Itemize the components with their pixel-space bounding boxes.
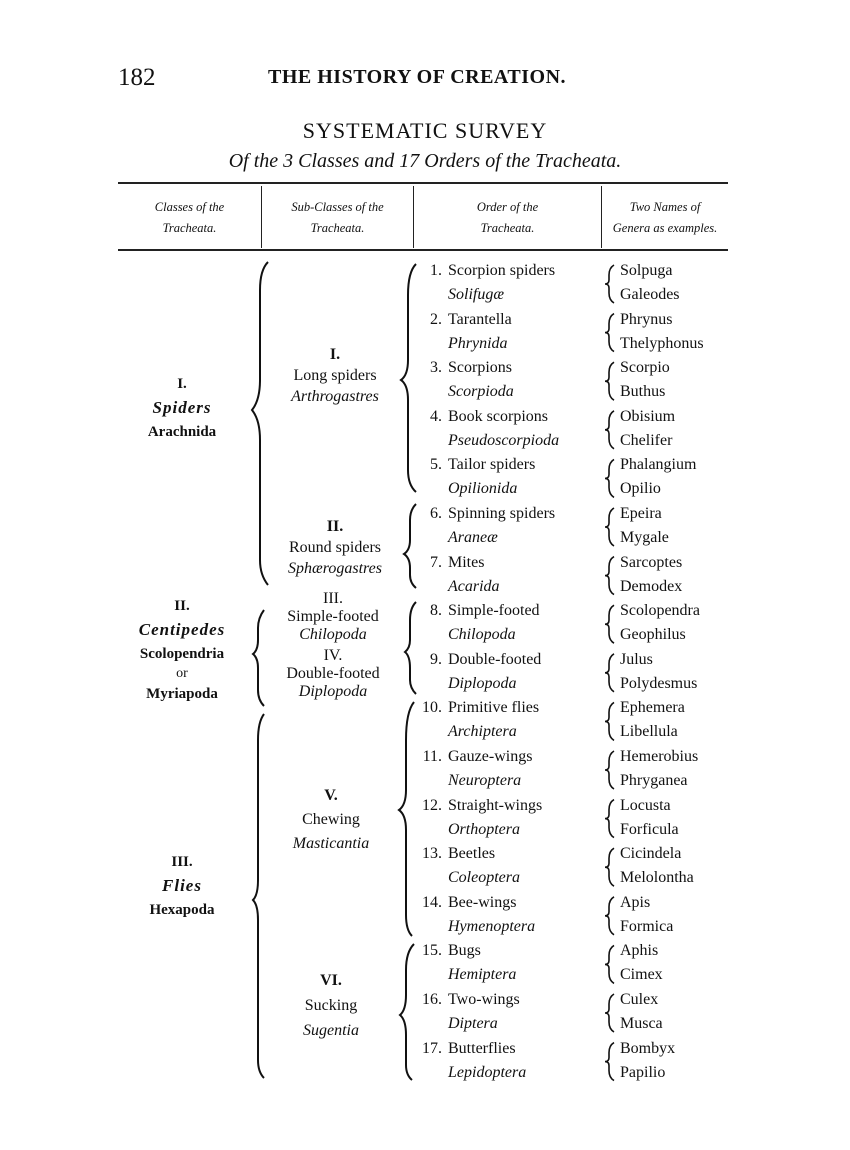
order-latin-name: Chilopoda xyxy=(448,626,516,644)
order-number: 5. xyxy=(430,456,442,474)
order-english-name: Tarantella xyxy=(448,310,512,328)
order-latin-name: Lepidoptera xyxy=(448,1063,527,1081)
order-number: 7. xyxy=(430,553,442,571)
genus-name: Sarcoptes xyxy=(620,553,683,571)
subclass-chewing: V. Chewing Masticantia xyxy=(292,787,370,852)
genus-name: Obisium xyxy=(620,407,676,425)
order-latin-name: Diptera xyxy=(448,1015,498,1032)
order-english-name: Two-wings xyxy=(448,991,520,1008)
genus-name: Bombyx xyxy=(620,1039,676,1057)
order-english-name: Bee-wings xyxy=(448,893,517,911)
order-latin-name: Hemiptera xyxy=(448,966,517,984)
genus-name: Cicindela xyxy=(620,845,682,863)
running-head: THE HISTORY OF CREATION. xyxy=(268,66,567,88)
order-latin-name: Diplopoda xyxy=(448,674,517,692)
genus-name: Culex xyxy=(620,991,659,1008)
genus-name: Ephemera xyxy=(620,699,685,717)
genera-brace xyxy=(605,411,614,449)
order-number: 11. xyxy=(422,748,442,765)
genus-name: Demodex xyxy=(620,577,683,595)
order-latin-name: Coleoptera xyxy=(448,869,520,887)
order-english-name: Butterflies xyxy=(448,1039,516,1057)
genus-name: Melolontha xyxy=(620,869,694,887)
genera-brace xyxy=(605,1043,614,1081)
genus-name: Polydesmus xyxy=(620,674,698,692)
order-latin-name: Orthoptera xyxy=(448,820,520,838)
order-english-name: Scorpions xyxy=(448,359,512,377)
order-number: 6. xyxy=(430,505,442,522)
order-latin-name: Pseudoscorpioda xyxy=(448,431,560,449)
order-number: 17. xyxy=(422,1039,442,1057)
order-english-name: Gauze-wings xyxy=(448,748,533,765)
genus-name: Papilio xyxy=(620,1063,666,1081)
order-number: 1. xyxy=(430,262,442,279)
order-latin-name: Hymenoptera xyxy=(448,917,536,935)
genus-name: Opilio xyxy=(620,480,661,498)
genera-brace xyxy=(605,362,614,400)
order-number: 13. xyxy=(422,845,442,863)
genus-name: Solpuga xyxy=(620,262,673,279)
order-english-name: Bugs xyxy=(448,942,481,960)
genus-name: Geophilus xyxy=(620,626,686,644)
order-latin-name: Acarida xyxy=(448,577,500,595)
header-subclasses: Sub-Classes of the Tracheata. xyxy=(291,200,384,235)
table-subtitle: Of the 3 Classes and 17 Orders of the Tracheata. xyxy=(228,150,622,172)
genus-name: Hemerobius xyxy=(620,748,699,765)
order-english-name: Simple-footed xyxy=(448,602,540,620)
order-latin-name: Scorpioda xyxy=(448,383,514,401)
order-latin-name: Opilionida xyxy=(448,480,518,498)
order-number: 10. xyxy=(422,699,442,717)
genus-name: Locusta xyxy=(620,796,671,814)
genus-name: Buthus xyxy=(620,383,666,401)
genera-brace xyxy=(605,994,614,1032)
subclass-round-spiders: II. Round spiders Sphærogastres xyxy=(288,518,382,577)
genus-name: Forficula xyxy=(620,820,679,838)
genera-brace xyxy=(605,459,614,497)
genus-name: Apis xyxy=(620,893,651,911)
genera-brace xyxy=(605,848,614,886)
order-english-name: Straight-wings xyxy=(448,796,543,814)
genus-name: Libellula xyxy=(620,723,678,741)
genera-brace xyxy=(605,605,614,643)
header-genera: Two Names of Genera as examples. xyxy=(612,200,718,235)
order-latin-name: Neuroptera xyxy=(448,772,522,789)
genus-name: Galeodes xyxy=(620,286,680,303)
order-number: 14. xyxy=(422,893,442,911)
order-english-name: Beetles xyxy=(448,845,496,863)
subclass-double-footed: IV. Double-footed Diplopoda xyxy=(286,647,380,700)
genus-name: Mygale xyxy=(620,529,669,546)
genus-name: Musca xyxy=(620,1015,663,1032)
genus-name: Scorpio xyxy=(620,359,670,377)
genera-brace xyxy=(605,702,614,740)
order-number: 2. xyxy=(430,310,442,328)
genera-brace xyxy=(605,800,614,838)
order-latin-name: Archiptera xyxy=(448,723,517,741)
order-latin-name: Phrynida xyxy=(448,334,508,352)
order-english-name: Book scorpions xyxy=(448,407,548,425)
order-number: 15. xyxy=(422,942,442,960)
genera-brace xyxy=(605,314,614,352)
class-hexapoda: III. Flies Hexapoda xyxy=(149,854,215,918)
genera-brace xyxy=(605,265,614,303)
genera-brace xyxy=(605,751,614,789)
order-english-name: Double-footed xyxy=(448,650,542,668)
genus-name: Formica xyxy=(620,917,674,935)
class-arachnida: I. Spiders Arachnida xyxy=(147,376,217,440)
order-number: 8. xyxy=(430,602,442,620)
genus-name: Phalangium xyxy=(620,456,697,474)
order-number: 16. xyxy=(422,991,442,1008)
order-english-name: Spinning spiders xyxy=(448,505,556,522)
genus-name: Phryganea xyxy=(620,772,688,789)
order-english-name: Primitive flies xyxy=(448,699,540,717)
genera-brace xyxy=(605,557,614,595)
genus-name: Julus xyxy=(620,650,653,668)
subclass-long-spiders: I. Long spiders Arthrogastres xyxy=(291,346,379,405)
header-classes: Classes of the Tracheata. xyxy=(154,200,225,235)
genus-name: Aphis xyxy=(620,942,659,960)
order-number: 4. xyxy=(430,407,442,425)
genera-brace xyxy=(605,508,614,546)
genus-name: Epeira xyxy=(620,505,662,522)
order-latin-name: Araneæ xyxy=(448,529,498,546)
genus-name: Cimex xyxy=(620,966,663,984)
genus-name: Scolopendra xyxy=(620,602,700,620)
subclass-sucking: VI. Sucking Sugentia xyxy=(303,972,359,1039)
header-orders: Order of the Tracheata. xyxy=(476,200,539,235)
order-english-name: Tailor spiders xyxy=(448,456,536,474)
genera-brace xyxy=(605,897,614,935)
order-number: 9. xyxy=(430,650,442,668)
genus-name: Phrynus xyxy=(620,310,673,328)
genera-brace xyxy=(605,945,614,983)
class-myriapoda: II. Centipedes Scolopendria or Myriapoda xyxy=(138,598,226,702)
order-english-name: Scorpion spiders xyxy=(448,262,556,279)
genus-name: Thelyphonus xyxy=(620,334,704,352)
order-latin-name: Solifugæ xyxy=(448,286,505,303)
order-number: 12. xyxy=(422,796,442,814)
genera-brace xyxy=(605,654,614,692)
subclass-simple-footed: III. Simple-footed Chilopoda xyxy=(287,590,379,643)
order-number: 3. xyxy=(430,359,442,377)
genus-name: Chelifer xyxy=(620,431,673,449)
order-english-name: Mites xyxy=(448,553,485,571)
page-number: 182 xyxy=(118,64,156,91)
table-title: SYSTEMATIC SURVEY xyxy=(302,118,548,143)
